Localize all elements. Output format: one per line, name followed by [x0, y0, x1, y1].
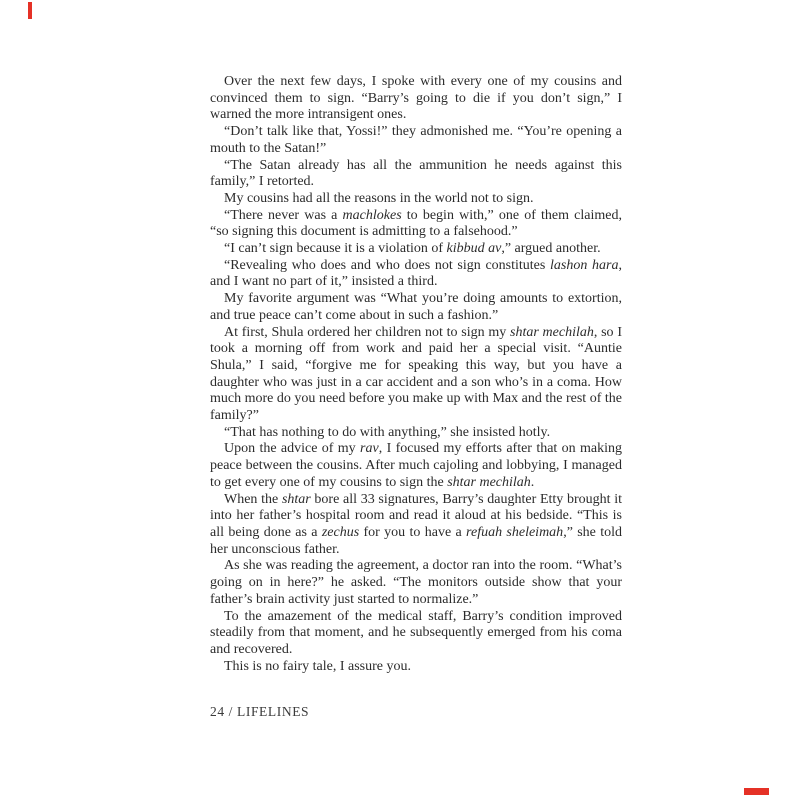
paragraph: When the shtar bore all 33 signatures, Barry’s daughter Etty brought it into her father’s hospital room and read it aloud at his bedside. “This is all being done as a zechus for you to have a refuah sheleimah,” she told her unconscious father. [210, 491, 623, 557]
paragraph: “The Satan already has all the ammunition he needs against this family,” I retorted. [210, 157, 622, 190]
paragraph: “That has nothing to do with anything,” she insisted hotly. [224, 424, 551, 440]
paragraph: Upon the advice of my rav, I focused my efforts after that on making peace between the cousins. After much cajoling and lobbying, I managed to get every one of my cousins to sign the shtar mechilah. [210, 441, 623, 490]
paragraph: As she was reading the agreement, a doctor ran into the room. “What’s going on in here?” he asked. “The monitors outside show that your father’s brain activity just started to normalize.” [210, 558, 622, 607]
page-footer: 24 / LIFELINES [210, 704, 310, 719]
crop-mark-top-left [28, 2, 32, 19]
paragraph: Over the next few days, I spoke with every one of my cousins and convinced them to sign. “Barry’s going to die if you don’t sign,” I warned the more intransigent ones. [210, 74, 622, 123]
body-text [210, 74, 622, 675]
paragraph: This is no fairy tale, I assure you. [224, 658, 412, 674]
paragraph: “I can’t sign because it is a violation of kibbud av,” argued another. [224, 241, 601, 257]
paragraph: At first, Shula ordered her children not to sign my shtar mechilah, so I took a morning off from work and paid her a special visit. “Auntie Shula,” I said, “forgive me for speaking this way, but you have a daughter who was just in a car accident and a son who’s in a coma. How much more do you need before you make up with Max and the rest of the family?” [210, 324, 622, 424]
paragraph: “Don’t talk like that, Yossi!” they admonished me. “You’re opening a mouth to the Satan!” [210, 124, 622, 156]
paragraph: To the amazement of the medical staff, Barry’s condition improved steadily from that moment, and he subsequently emerged from his coma and recovered. [210, 608, 622, 657]
crop-mark-bottom-right [744, 788, 769, 795]
paragraph: “Revealing who does and who does not sign constitutes lashon hara, and I want no part of it,” insisted a third. [210, 257, 622, 290]
paragraph: “There never was a machlokes to begin with,” one of them claimed, “so signing this document is admitting to a falsehood.” [210, 207, 622, 240]
paragraph: My favorite argument was “What you’re doing amounts to extortion, and true peace can’t come about in such a fashion.” [210, 291, 622, 323]
paragraph: My cousins had all the reasons in the world not to sign. [224, 190, 534, 206]
